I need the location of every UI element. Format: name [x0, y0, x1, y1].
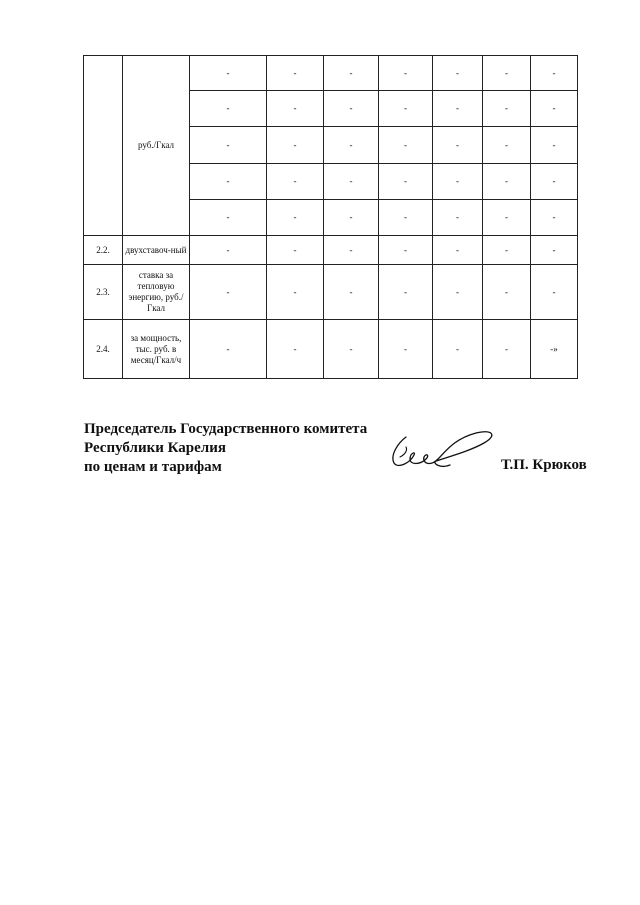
value-cell: - [433, 91, 483, 127]
row-label: за мощность, тыс. руб. в месяц/Гкал/ч [123, 320, 190, 379]
table-row [84, 320, 578, 379]
value-cell: - [267, 200, 324, 236]
value-cell: - [483, 56, 531, 91]
value-cell: - [379, 91, 433, 127]
value-cell: - [531, 164, 578, 200]
unit-label-cell: руб./Гкал [123, 56, 190, 236]
value-cell: - [379, 265, 433, 320]
value-cell: - [531, 56, 578, 91]
value-cell: - [483, 127, 531, 164]
value-cell: - [483, 236, 531, 265]
value-cell: - [379, 56, 433, 91]
value-cell: - [324, 127, 379, 164]
position-line: Председатель Государственного комитета [84, 421, 368, 437]
row-label: двухставоч-ный [123, 236, 190, 265]
value-cell: - [483, 91, 531, 127]
value-cell: - [531, 200, 578, 236]
value-cell: - [324, 56, 379, 91]
value-cell: - [190, 127, 267, 164]
row-number: 2.3. [84, 265, 123, 320]
value-cell: - [379, 200, 433, 236]
value-cell: - [324, 200, 379, 236]
value-cell: - [190, 320, 267, 379]
value-cell: - [379, 127, 433, 164]
table-row [84, 265, 578, 320]
value-cell: - [433, 265, 483, 320]
value-cell: - [433, 56, 483, 91]
value-cell: - [190, 56, 267, 91]
tariff-table [83, 55, 578, 379]
value-cell: - [433, 236, 483, 265]
value-cell: - [267, 91, 324, 127]
chairman-position [84, 420, 367, 477]
value-cell: - [531, 127, 578, 164]
value-cell: - [267, 320, 324, 379]
value-cell: - [531, 236, 578, 265]
position-line: Республики Карелия [84, 440, 226, 456]
value-cell: - [483, 200, 531, 236]
value-cell: - [267, 265, 324, 320]
value-cell: - [190, 200, 267, 236]
value-cell: - [433, 320, 483, 379]
value-cell: - [433, 200, 483, 236]
table-row [84, 56, 578, 91]
number-cell-empty [84, 56, 123, 236]
table-row [84, 236, 578, 265]
value-cell: -» [531, 320, 578, 379]
value-cell: - [483, 164, 531, 200]
value-cell: - [379, 236, 433, 265]
row-number: 2.2. [84, 236, 123, 265]
value-cell: - [324, 236, 379, 265]
value-cell: - [379, 320, 433, 379]
value-cell: - [433, 127, 483, 164]
value-cell: - [190, 236, 267, 265]
value-cell: - [531, 265, 578, 320]
position-line: по ценам и тарифам [84, 459, 222, 475]
value-cell: - [267, 56, 324, 91]
value-cell: - [267, 127, 324, 164]
value-cell: - [433, 164, 483, 200]
value-cell: - [190, 164, 267, 200]
row-number: 2.4. [84, 320, 123, 379]
value-cell: - [267, 164, 324, 200]
value-cell: - [190, 265, 267, 320]
handwritten-signature [380, 425, 500, 475]
signer-name: Т.П. Крюков [501, 457, 587, 473]
value-cell: - [267, 236, 324, 265]
value-cell: - [531, 91, 578, 127]
value-cell: - [324, 91, 379, 127]
value-cell: - [483, 265, 531, 320]
value-cell: - [324, 164, 379, 200]
value-cell: - [190, 91, 267, 127]
value-cell: - [324, 320, 379, 379]
value-cell: - [324, 265, 379, 320]
row-label: ставка за тепловую энергию, руб./Гкал [123, 265, 190, 320]
value-cell: - [379, 164, 433, 200]
value-cell: - [483, 320, 531, 379]
